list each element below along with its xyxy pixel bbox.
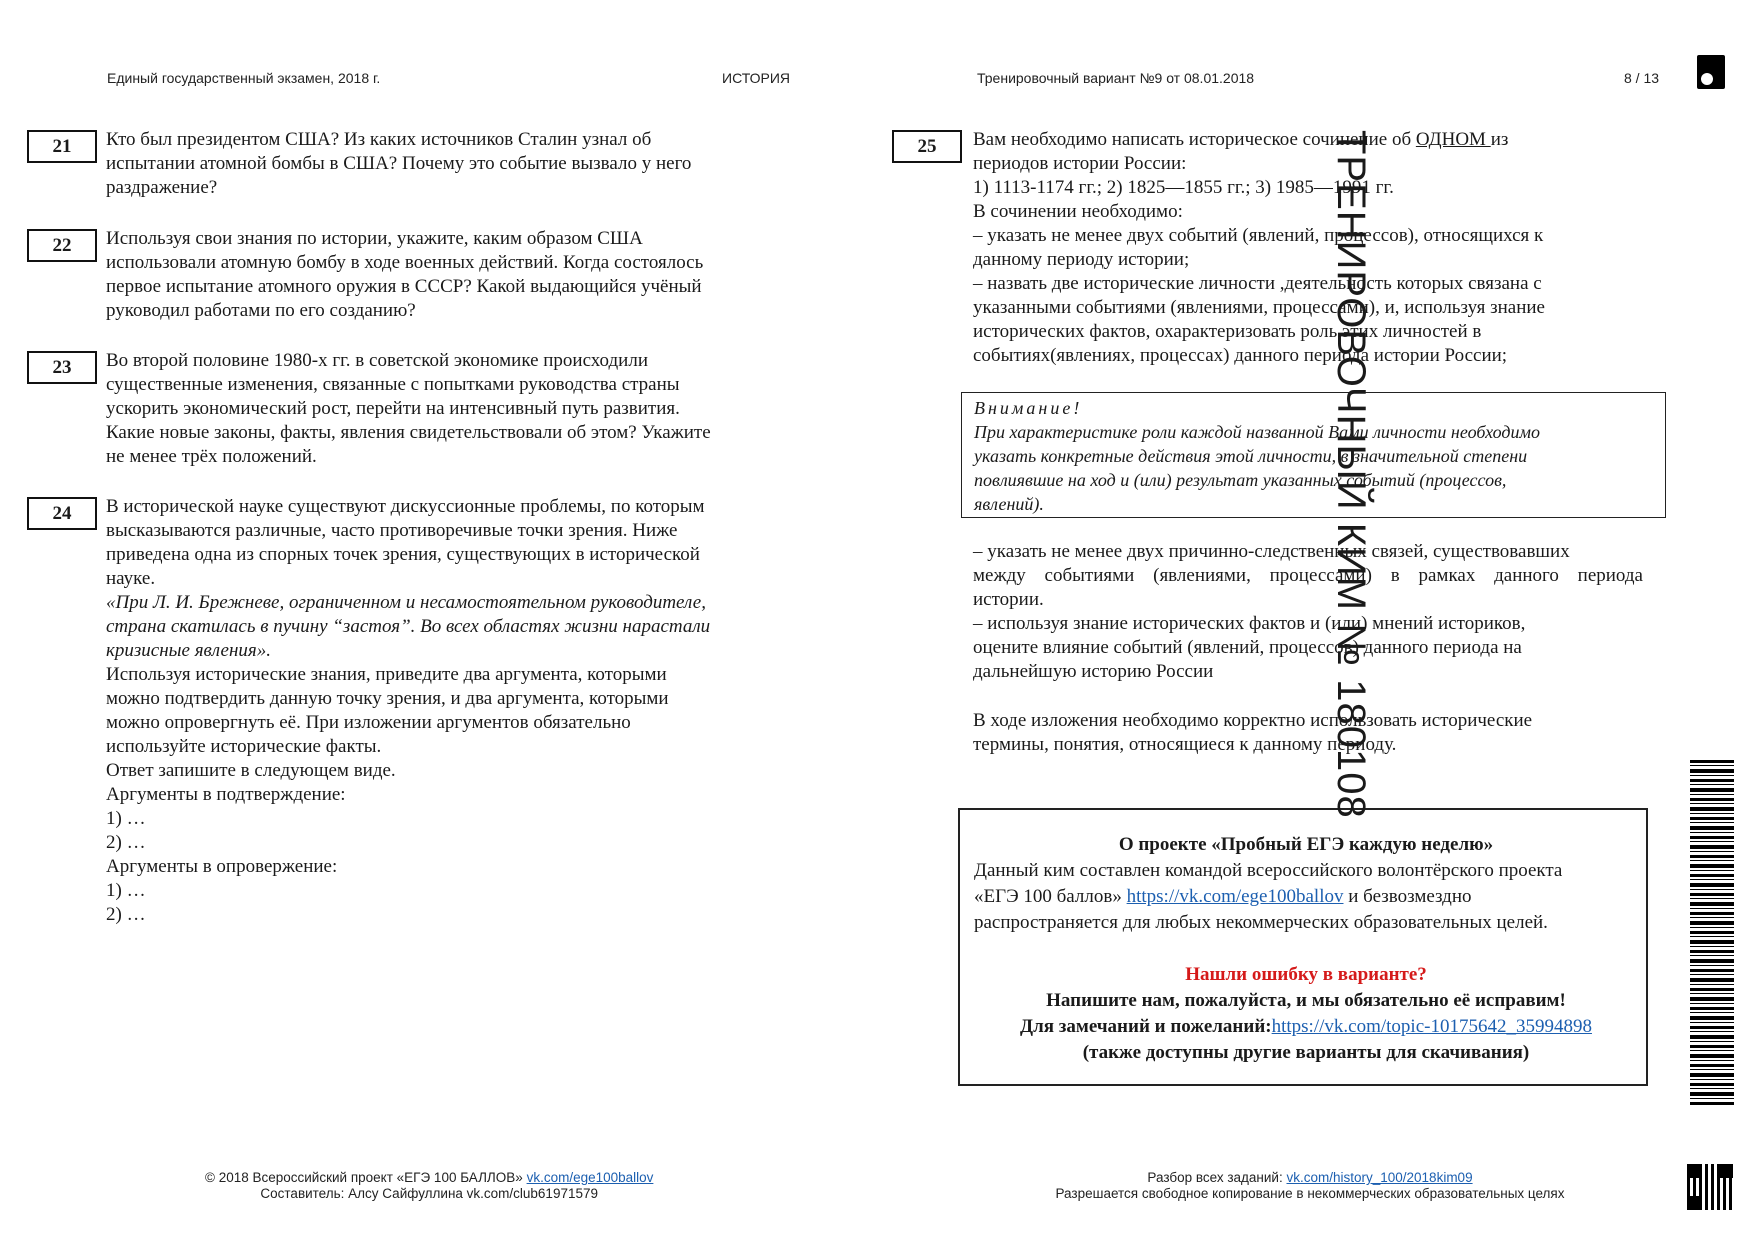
text-line: событиях(явлениях, процессах) данного периода истории России; — [973, 345, 1508, 366]
text-line: Во второй половине 1980-х гг. в советской экономике происходили — [106, 350, 648, 371]
text-line: использовали атомную бомбу в ходе военных действий. Когда состоялось — [106, 252, 704, 273]
attention-line: При характеристике роли каждой названной Вами личности необходимо — [974, 422, 1540, 442]
quote-line: страна скатилась в пучину “застоя”. Во всех областях жизни нарастали — [106, 616, 711, 637]
question-number-23: 23 — [27, 351, 97, 384]
barcode-icon — [1690, 760, 1734, 1105]
text-line: приведена одна из спорных точек зрения, существующих в исторической — [106, 544, 700, 565]
copyright-line — [205, 1170, 653, 1186]
spacer — [974, 936, 1638, 962]
text-line: испытании атомной бомбы в США? Почему это событие вызвало у него — [106, 153, 692, 174]
text-line: первое испытание атомного оружия в СССР? Какой выдающийся учёный — [106, 276, 702, 297]
question-number-25: 25 — [892, 130, 962, 163]
question-22-text — [106, 227, 796, 323]
remarks-line — [974, 1014, 1638, 1040]
question-number-21: 21 — [27, 130, 97, 163]
text-line: раздражение? — [106, 177, 218, 198]
text-line: между событиями (явлениями, процессами) в рамках данного периода — [973, 565, 1643, 586]
project-info-box — [958, 808, 1648, 1086]
text-line: указанными событиями (явлениями, процессами), и, используя знание — [973, 297, 1545, 318]
text-line: оцените влияние событий (явлений, процессов) данного периода на — [973, 637, 1522, 658]
text-line: – используя знание исторических фактов и (или) мнений историков, — [973, 613, 1526, 634]
question-25-text — [973, 128, 1648, 368]
project-line: распространяется для любых некоммерческих образовательных целей. — [974, 912, 1548, 933]
project-line — [974, 884, 1638, 910]
remarks-label: Для замечаний и пожеланий: — [1020, 1016, 1272, 1037]
text-line: Какие новые законы, факты, явления свидетельствовали об этом? Укажите — [106, 422, 711, 443]
text-line: Аргументы в подтверждение: — [106, 784, 346, 805]
error-title: Нашли ошибку в варианте? — [1185, 964, 1427, 985]
question-23-text — [106, 349, 796, 469]
question-number-22: 22 — [27, 229, 97, 262]
attention-box — [961, 392, 1666, 518]
text-line: существенные изменения, связанные с попытками руководства страны — [106, 374, 680, 395]
project-title: О проекте «Пробный ЕГЭ каждую неделю» — [1118, 834, 1494, 855]
text-line: науке. — [106, 568, 156, 589]
corner-marker-icon — [1697, 55, 1725, 89]
qr-code-icon — [1687, 1164, 1733, 1210]
text-line: 1) … — [106, 808, 146, 829]
analysis-line — [1030, 1170, 1590, 1186]
attention-line: повлиявшие на ход и (или) результат указанных событий (процессов, — [974, 470, 1507, 490]
text-span: «ЕГЭ 100 баллов» — [974, 886, 1127, 907]
underlined-word: ОДНОМ — [1415, 129, 1491, 150]
also-available-text: (также доступны другие варианты для скачивания) — [1082, 1042, 1530, 1063]
text-line: не менее трёх положений. — [106, 446, 317, 467]
variant-title: Тренировочный вариант №9 от 08.01.2018 — [977, 70, 1255, 86]
text-line: можно подтвердить данную точку зрения, и два аргумента, которыми — [106, 688, 669, 709]
text-line: В исторической науке существуют дискуссионные проблемы, по которым — [106, 496, 705, 517]
text-line: – назвать две исторические личности ,деятельность которых связана с — [973, 273, 1542, 294]
text-line: Используя исторические знания, приведите два аргумента, которыми — [106, 664, 667, 685]
question-24-text — [106, 495, 796, 927]
footer-analysis-link[interactable]: vk.com/history_100/2018kim09 — [1286, 1170, 1473, 1185]
text-line: истории. — [973, 589, 1044, 610]
text-line: В ходе изложения необходимо корректно использовать исторические — [973, 710, 1533, 731]
question-number-24: 24 — [27, 497, 97, 530]
text-line: Используя свои знания по истории, укажите, каким образом США — [106, 228, 643, 249]
text-span: Разбор всех заданий: — [1147, 1170, 1287, 1185]
question-25-closing — [973, 709, 1648, 757]
attention-title: Внимание! — [974, 398, 1083, 418]
footer-right — [1030, 1170, 1590, 1202]
project-line: Данный ким составлен командой всероссийского волонтёрского проекта — [974, 860, 1563, 881]
text-line: Аргументы в опровержение: — [106, 856, 338, 877]
text-line: 1) 1113-1174 гг.; 2) 1825—1855 гг.; 3) 1985—1991 гг. — [973, 177, 1394, 198]
text-line: 2) … — [106, 832, 146, 853]
text-line: 1) … — [106, 880, 146, 901]
text-line: данному периоду истории; — [973, 249, 1190, 270]
quote-line: «При Л. И. Брежневе, ограниченном и несамостоятельном руководителе, — [106, 592, 706, 613]
text-line: Ответ запишите в следующем виде. — [106, 760, 396, 781]
attention-line: явлений). — [974, 494, 1044, 514]
page-number: 8 / 13 — [1624, 70, 1660, 86]
text-line: Кто был президентом США? Из каких источников Сталин узнал об — [106, 129, 652, 150]
text-line: дальнейшую историю России — [973, 661, 1214, 682]
text-line: ускорить экономический рост, перейти на интенсивный путь развития. — [106, 398, 680, 419]
write-us-text: Напишите нам, пожалуйста, и мы обязательно её исправим! — [1046, 990, 1566, 1011]
text-line: можно опровергнуть её. При изложении аргументов обязательно — [106, 712, 631, 733]
text-span: из — [1490, 129, 1509, 150]
text-line: высказываются различные, часто противоречивые точки зрения. Ниже — [106, 520, 678, 541]
question-25-continued — [973, 540, 1643, 684]
subject-title: ИСТОРИЯ — [722, 70, 791, 86]
text-line: периодов истории России: — [973, 153, 1187, 174]
text-line: 2) … — [106, 904, 146, 925]
text-line — [973, 128, 1648, 152]
quote-line: кризисные явления». — [106, 640, 271, 661]
question-21-text — [106, 128, 796, 200]
text-line: – указать не менее двух событий (явлений, процессов), относящихся к — [973, 225, 1544, 246]
text-span: и безвозмездно — [1343, 886, 1472, 907]
footer-vk-link[interactable]: vk.com/ege100ballov — [526, 1170, 654, 1185]
vertical-title-text: ТРЕНИРОВОЧНЫЙ КИМ № 180108 — [1329, 130, 1374, 819]
text-line: термины, понятия, относящиеся к данному периоду. — [973, 734, 1397, 755]
license-line: Разрешается свободное копирование в некоммерческих образовательных целях — [1055, 1186, 1565, 1201]
vk-topic-link[interactable]: https://vk.com/topic-10175642_35994898 — [1271, 1016, 1592, 1037]
text-line: В сочинении необходимо: — [973, 201, 1183, 222]
author-line: Составитель: Алсу Сайфуллина vk.com/club61971579 — [260, 1186, 598, 1201]
text-span: Вам необходимо написать историческое сочинение об — [973, 129, 1416, 150]
text-line: – указать не менее двух причинно-следственных связей, существовавших — [973, 541, 1570, 562]
vk-project-link[interactable]: https://vk.com/ege100ballov — [1126, 886, 1344, 907]
exam-title: Единый государственный экзамен, 2018 г. — [107, 70, 381, 86]
text-line: используйте исторические факты. — [106, 736, 382, 757]
attention-line: указать конкретные действия этой личности, в значительной степени — [974, 446, 1528, 466]
text-line: исторических фактов, охарактеризовать роль этих личностей в — [973, 321, 1482, 342]
text-line: руководил работами по его созданию? — [106, 300, 416, 321]
footer-copyright — [205, 1170, 653, 1202]
text-span: © 2018 Всероссийский проект «ЕГЭ 100 БАЛЛОВ» — [205, 1170, 527, 1185]
